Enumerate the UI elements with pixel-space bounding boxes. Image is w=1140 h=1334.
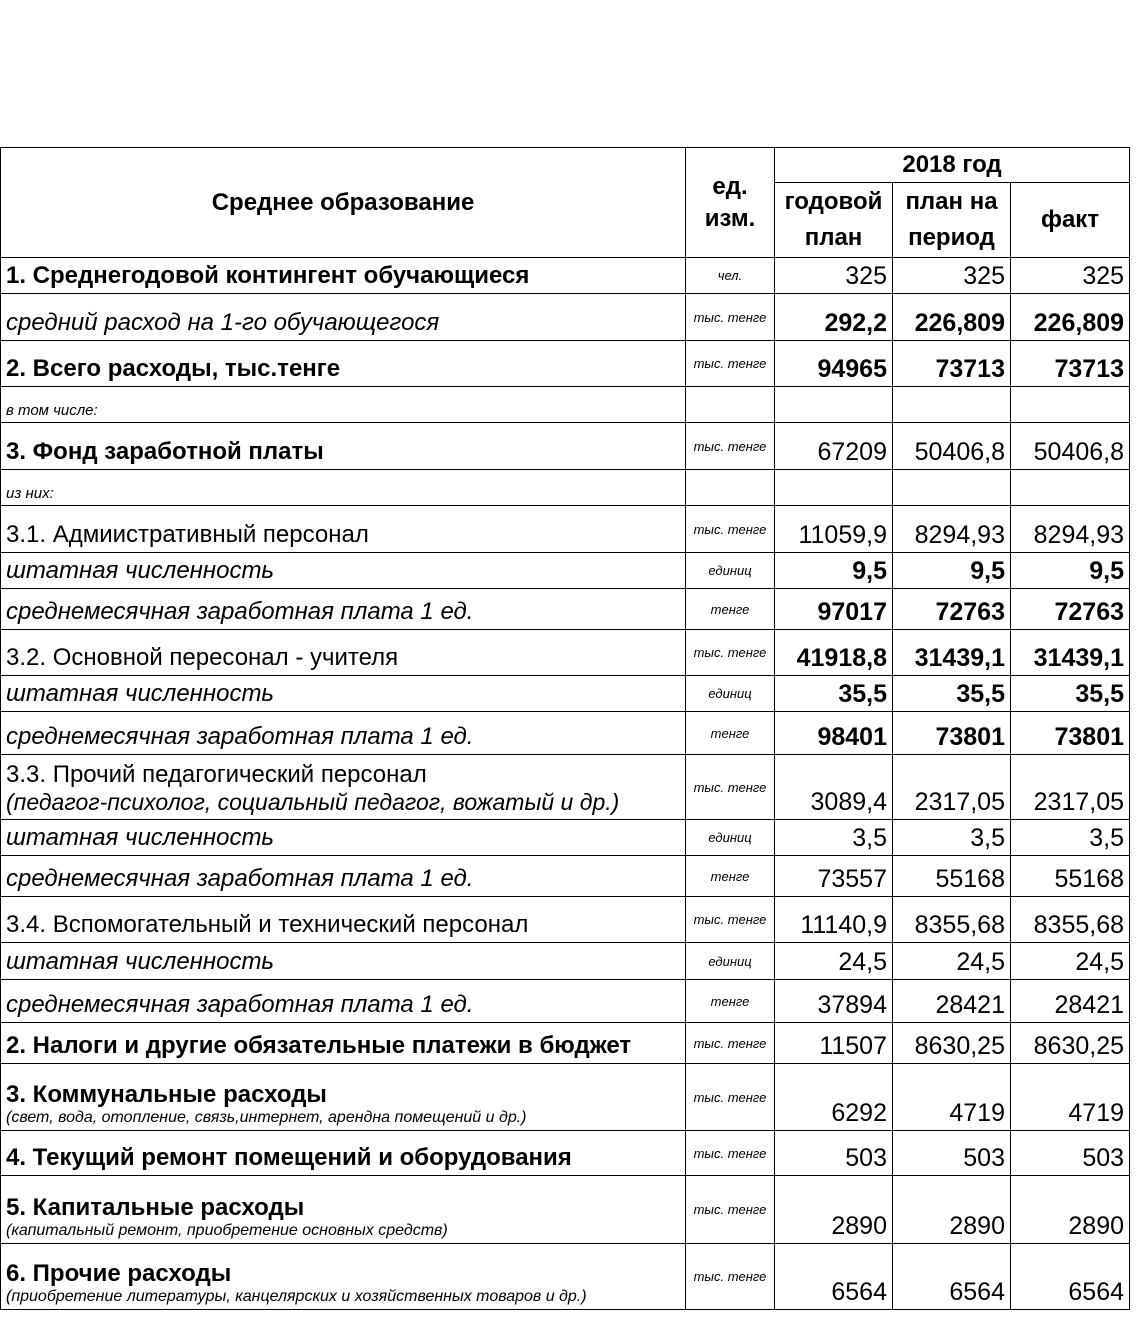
value-plan-year: 2890 — [775, 1176, 893, 1244]
row-label: штатная численность — [1, 943, 686, 980]
value-fact — [1011, 387, 1130, 423]
row-label-main: 3. Коммунальные расходы — [6, 1081, 327, 1108]
value-plan-period: 73801 — [893, 712, 1011, 755]
value-plan-period: 31439,1 — [893, 630, 1011, 676]
value-plan-period: 24,5 — [893, 943, 1011, 980]
value-fact: 2317,05 — [1011, 755, 1130, 820]
row-label: 4. Текущий ремонт помещений и оборудования — [1, 1131, 686, 1176]
row-label: 1. Среднегодовой контингент обучающиеся — [1, 258, 686, 294]
value-plan-year — [775, 387, 893, 423]
value-plan-year: 11507 — [775, 1023, 893, 1064]
col-fact: факт — [1011, 183, 1130, 258]
value-plan-period: 28421 — [893, 980, 1011, 1023]
value-plan-period: 3,5 — [893, 820, 1011, 856]
value-plan-period: 35,5 — [893, 676, 1011, 712]
row-unit: тыс. тенге — [686, 1023, 775, 1064]
row-unit: тыс. тенге — [686, 630, 775, 676]
row-label: штатная численность — [1, 676, 686, 712]
value-fact: 72763 — [1011, 589, 1130, 630]
table-row — [1, 1131, 1130, 1176]
table-row — [1, 897, 1130, 943]
table-row — [1, 294, 1130, 341]
value-plan-year: 292,2 — [775, 294, 893, 341]
row-label: средний расход на 1-го обучающегося — [1, 294, 686, 341]
row-label-note: (приобретение литературы, канцелярских и хозяйственных товаров и др.) — [6, 1288, 587, 1305]
table-row — [1, 423, 1130, 470]
row-label: 3.4. Вспомогательный и технический персонал — [1, 897, 686, 943]
row-label — [1, 1176, 686, 1244]
table-row — [1, 820, 1130, 856]
row-unit: единиц — [686, 820, 775, 856]
value-plan-period: 4719 — [893, 1064, 1011, 1131]
value-plan-period: 8630,25 — [893, 1023, 1011, 1064]
table-row — [1, 980, 1130, 1023]
value-fact: 3,5 — [1011, 820, 1130, 856]
value-plan-year: 325 — [775, 258, 893, 294]
row-label-note: (свет, вода, отопление, связь,интернет, арендна помещений и др.) — [6, 1109, 527, 1126]
row-label: 3.1. Адмиистративный персонал — [1, 506, 686, 553]
value-plan-year: 97017 — [775, 589, 893, 630]
value-plan-period: 2317,05 — [893, 755, 1011, 820]
value-plan-year: 35,5 — [775, 676, 893, 712]
row-label: 3. Фонд заработной платы — [1, 423, 686, 470]
row-label: среднемесячная заработная плата 1 ед. — [1, 589, 686, 630]
value-plan-year: 73557 — [775, 856, 893, 897]
table-row — [1, 506, 1130, 553]
row-label: 2. Всего расходы, тыс.тенге — [1, 341, 686, 387]
row-unit: единиц — [686, 676, 775, 712]
value-fact — [1011, 470, 1130, 506]
table-row — [1, 258, 1130, 294]
value-plan-period: 6564 — [893, 1244, 1011, 1310]
value-fact: 503 — [1011, 1131, 1130, 1176]
row-unit: тыс. тенге — [686, 897, 775, 943]
table-row — [1, 676, 1130, 712]
value-plan-year — [775, 470, 893, 506]
row-label: штатная численность — [1, 553, 686, 589]
value-fact: 8630,25 — [1011, 1023, 1130, 1064]
value-fact: 325 — [1011, 258, 1130, 294]
table-title: Среднее образование — [1, 148, 686, 258]
value-plan-year: 11059,9 — [775, 506, 893, 553]
row-label: среднемесячная заработная плата 1 ед. — [1, 856, 686, 897]
value-fact: 28421 — [1011, 980, 1130, 1023]
value-plan-year: 3089,4 — [775, 755, 893, 820]
value-plan-year: 37894 — [775, 980, 893, 1023]
row-unit: единиц — [686, 943, 775, 980]
row-unit: тыс. тенге — [686, 294, 775, 341]
row-unit: тыс. тенге — [686, 1176, 775, 1244]
row-label-main: 5. Капитальные расходы — [6, 1194, 305, 1221]
row-unit: тенге — [686, 712, 775, 755]
value-plan-period — [893, 470, 1011, 506]
row-unit: тыс. тенге — [686, 423, 775, 470]
value-plan-year: 6292 — [775, 1064, 893, 1131]
row-unit: тыс. тенге — [686, 1244, 775, 1310]
value-fact: 35,5 — [1011, 676, 1130, 712]
row-label: среднемесячная заработная плата 1 ед. — [1, 712, 686, 755]
value-plan-period: 325 — [893, 258, 1011, 294]
value-plan-year: 3,5 — [775, 820, 893, 856]
table-row — [1, 387, 1130, 423]
value-plan-year: 9,5 — [775, 553, 893, 589]
row-label: 2. Налоги и другие обязательные платежи в бюджет — [1, 1023, 686, 1064]
value-plan-period — [893, 387, 1011, 423]
value-plan-period: 226,809 — [893, 294, 1011, 341]
value-fact: 8294,93 — [1011, 506, 1130, 553]
row-label: из них: — [1, 470, 686, 506]
table-body — [1, 258, 1130, 1310]
value-plan-year: 41918,8 — [775, 630, 893, 676]
expense-table — [0, 147, 1130, 1310]
value-fact: 226,809 — [1011, 294, 1130, 341]
table-row — [1, 589, 1130, 630]
value-fact: 24,5 — [1011, 943, 1130, 980]
value-plan-period: 50406,8 — [893, 423, 1011, 470]
row-unit: тенге — [686, 980, 775, 1023]
table-row — [1, 553, 1130, 589]
table-row — [1, 856, 1130, 897]
value-plan-year: 98401 — [775, 712, 893, 755]
row-label-main: 3.3. Прочий педагогический персонал — [6, 761, 427, 788]
value-plan-year: 6564 — [775, 1244, 893, 1310]
value-plan-period: 2890 — [893, 1176, 1011, 1244]
row-unit: тыс. тенге — [686, 506, 775, 553]
row-label: в том числе: — [1, 387, 686, 423]
row-label: 3.2. Основной пересонал - учителя — [1, 630, 686, 676]
value-fact: 2890 — [1011, 1176, 1130, 1244]
value-plan-year: 24,5 — [775, 943, 893, 980]
row-unit: тыс. тенге — [686, 1131, 775, 1176]
unit-column-header: ед. изм. — [686, 148, 775, 258]
value-plan-year: 11140,9 — [775, 897, 893, 943]
row-label-main: 6. Прочие расходы — [6, 1260, 232, 1287]
table-row — [1, 712, 1130, 755]
table-row — [1, 1176, 1130, 1244]
table-row — [1, 1023, 1130, 1064]
value-plan-year: 503 — [775, 1131, 893, 1176]
value-fact: 55168 — [1011, 856, 1130, 897]
table-row — [1, 341, 1130, 387]
value-plan-period: 8294,93 — [893, 506, 1011, 553]
row-unit: тенге — [686, 856, 775, 897]
row-unit: тенге — [686, 589, 775, 630]
table-row — [1, 1244, 1130, 1310]
row-unit — [686, 387, 775, 423]
value-plan-period: 8355,68 — [893, 897, 1011, 943]
year-header: 2018 год — [775, 148, 1130, 183]
row-label — [1, 755, 686, 820]
row-unit: единиц — [686, 553, 775, 589]
row-label: штатная численность — [1, 820, 686, 856]
table-row — [1, 943, 1130, 980]
value-plan-period: 55168 — [893, 856, 1011, 897]
value-fact: 73713 — [1011, 341, 1130, 387]
col-plan-period: план на период — [893, 183, 1011, 258]
value-fact: 6564 — [1011, 1244, 1130, 1310]
value-fact: 50406,8 — [1011, 423, 1130, 470]
value-fact: 31439,1 — [1011, 630, 1130, 676]
row-unit: тыс. тенге — [686, 1064, 775, 1131]
value-plan-year: 67209 — [775, 423, 893, 470]
table-row — [1, 755, 1130, 820]
value-fact: 9,5 — [1011, 553, 1130, 589]
value-fact: 73801 — [1011, 712, 1130, 755]
value-plan-period: 72763 — [893, 589, 1011, 630]
row-label-note: (капитальный ремонт, приобретение основных средств) — [6, 1222, 448, 1239]
value-plan-period: 9,5 — [893, 553, 1011, 589]
row-unit: чел. — [686, 258, 775, 294]
table-row — [1, 630, 1130, 676]
value-plan-period: 73713 — [893, 341, 1011, 387]
value-plan-period: 503 — [893, 1131, 1011, 1176]
row-label — [1, 1064, 686, 1131]
value-plan-year: 94965 — [775, 341, 893, 387]
row-unit — [686, 470, 775, 506]
row-label — [1, 1244, 686, 1310]
value-fact: 8355,68 — [1011, 897, 1130, 943]
table-row — [1, 470, 1130, 506]
row-unit: тыс. тенге — [686, 755, 775, 820]
value-fact: 4719 — [1011, 1064, 1130, 1131]
row-unit: тыс. тенге — [686, 341, 775, 387]
row-label: среднемесячная заработная плата 1 ед. — [1, 980, 686, 1023]
col-plan-year: годовой план — [775, 183, 893, 258]
table-row — [1, 1064, 1130, 1131]
row-label-note: (педагог-психолог, социальный педагог, вожатый и др.) — [6, 789, 620, 815]
